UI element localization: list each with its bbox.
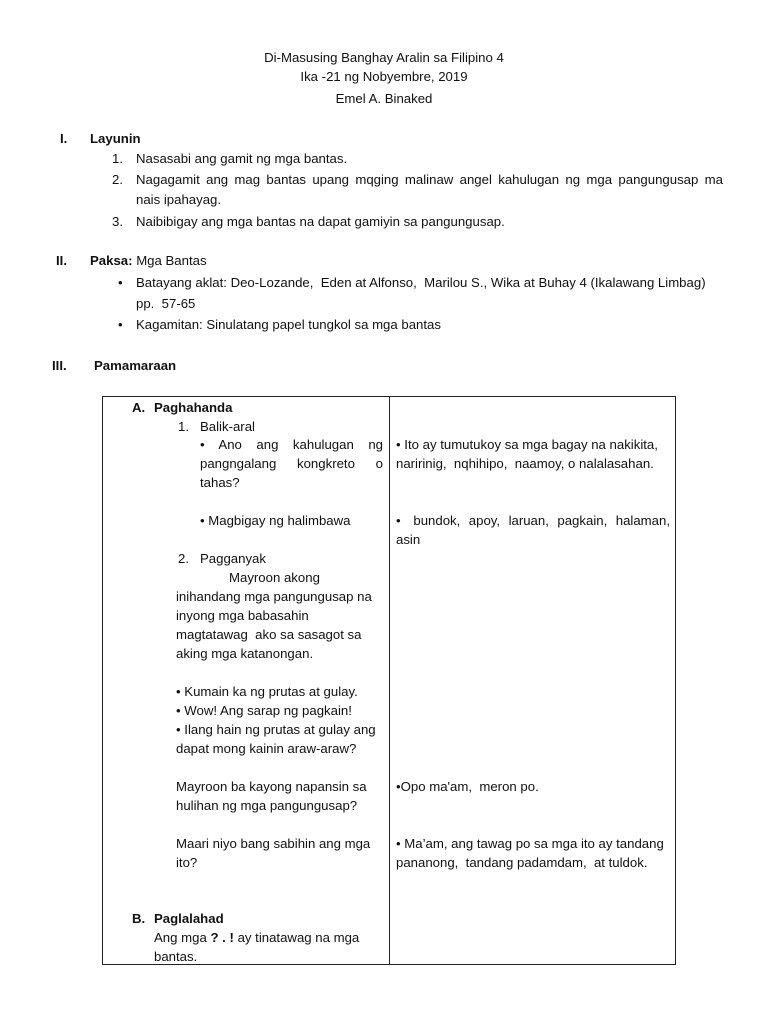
part-b-label: B. — [132, 911, 146, 926]
question-1-line-2: pangngalang kongkreto o — [200, 456, 383, 471]
reference-line-1: Batayang aklat: Deo-Lozande, Eden at Alfonso, Marilou S., Wika at Buhay 4 (Ikalawang Limbag) — [136, 275, 706, 290]
balik-aral-title: Balik-aral — [200, 419, 255, 434]
section-2-subject: Mga Bantas — [132, 253, 207, 268]
presentation-line-2: bantas. — [154, 949, 198, 964]
document-author: Emel A. Binaked — [335, 91, 433, 106]
question-4-line-2: ito? — [176, 855, 198, 870]
objective-1-number: 1. — [112, 151, 123, 166]
motivation-line-3: inyong mga babasahin — [176, 608, 309, 623]
document-date: Ika -21 ng Nobyembre, 2019 — [300, 69, 468, 84]
answer-4-line-2: pananong, tandang padamdam, at tuldok. — [396, 855, 648, 870]
pagganyak-title: Pagganyak — [200, 551, 266, 566]
answer-1-line-1: • Ito ay tumutukoy sa mga bagay na nakikita, — [396, 437, 658, 452]
question-2: • Magbigay ng halimbawa — [200, 513, 351, 528]
question-4-line-1: Maari niyo bang sabihin ang mga — [176, 836, 371, 851]
part-a-label: A. — [132, 400, 146, 415]
reference-line-2: pp. 57-65 — [136, 296, 196, 311]
sentence-3-line-1: • Ilang hain ng prutas at gulay ang — [176, 722, 376, 737]
objective-2-line-2: nais ipahayag. — [136, 192, 222, 207]
answer-3: •Opo ma'am, meron po. — [396, 779, 539, 794]
section-3-heading: Pamamaraan — [94, 358, 177, 373]
answer-2-line-1: • bundok, apoy, laruan, pagkain, halaman, — [396, 513, 670, 528]
question-3-line-1: Mayroon ba kayong napansin sa — [176, 779, 367, 794]
objective-1-text: Nasasabi ang gamit ng mga bantas. — [136, 151, 348, 166]
pagganyak-number: 2. — [178, 551, 189, 566]
objective-2-line-1: Nagagamit ang mag bantas upang mqging malinaw angel kahulugan ng mga pangungusap ma — [136, 172, 723, 187]
presentation-text-end: ay tinatawag na mga — [233, 930, 360, 945]
section-2-heading-line — [90, 251, 207, 270]
presentation-text-start: Ang mga — [154, 930, 211, 945]
part-a-title: Paghahanda — [154, 400, 233, 415]
sentence-2: • Wow! Ang sarap ng pagkain! — [176, 703, 352, 718]
section-2-heading: Paksa: — [90, 253, 133, 268]
bullet-icon: • — [118, 317, 123, 332]
procedure-table — [102, 396, 676, 965]
punctuation-marks: ? . ! — [210, 930, 234, 945]
answer-1-line-2: naririnig, nqhihipo, naamoy, o nalalasahan. — [396, 456, 654, 471]
motivation-line-1: Mayroon akong — [229, 570, 320, 585]
question-1-line-3: tahas? — [200, 475, 240, 490]
document-title: Di-Masusing Banghay Aralin sa Filipino 4 — [264, 50, 504, 65]
section-1-heading: Layunin — [90, 131, 141, 146]
objective-3-text: Naibibigay ang mga bantas na dapat gamiyin sa pangungusap. — [136, 214, 505, 229]
part-b-title: Paglalahad — [154, 911, 224, 926]
question-3-line-2: hulihan ng mga pangungusap? — [176, 798, 358, 813]
answer-2-line-2: asin — [396, 532, 421, 547]
objective-3-number: 3. — [112, 214, 123, 229]
motivation-line-4: magtatawag ako sa sasagot sa — [176, 627, 362, 642]
motivation-line-2: inihandang mga pangungusap na — [176, 589, 372, 604]
answer-4-line-1: • Ma’am, ang tawag po sa mga ito ay tandang — [396, 836, 664, 851]
materials-text: Kagamitan: Sinulatang papel tungkol sa mga bantas — [136, 317, 441, 332]
sentence-3-line-2: dapat mong kainin araw-araw? — [176, 741, 357, 756]
question-1-line-1: • Ano ang kahulugan ng — [200, 437, 383, 452]
section-2-numeral: II. — [56, 253, 67, 268]
bullet-icon: • — [118, 275, 123, 290]
section-3-numeral: III. — [52, 358, 67, 373]
balik-aral-number: 1. — [178, 419, 189, 434]
section-1-numeral: I. — [60, 131, 68, 146]
objective-2-number: 2. — [112, 172, 123, 187]
motivation-line-5: aking mga katanongan. — [176, 646, 314, 661]
presentation-line-1 — [154, 928, 359, 947]
sentence-1: • Kumain ka ng prutas at gulay. — [176, 684, 358, 699]
column-divider — [389, 397, 390, 964]
